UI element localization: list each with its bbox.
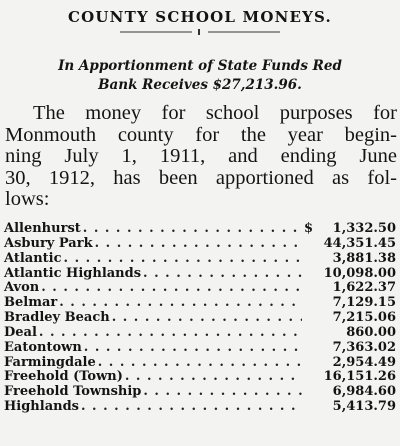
town-name: Deal — [4, 324, 37, 340]
town-name: Belmar — [4, 295, 58, 311]
subheadline — [0, 57, 400, 95]
decorative-rule — [120, 29, 280, 35]
paragraph-line: 30, 1912, has been apportioned as fol- — [5, 166, 397, 189]
list-item — [4, 267, 396, 282]
amount: 7,215.06 — [332, 310, 396, 326]
list-item — [4, 222, 396, 237]
town-name: Freehold (Town) — [4, 369, 123, 385]
dot-leader — [143, 267, 302, 282]
list-item — [4, 252, 396, 267]
amount: 1,332.50 — [332, 221, 396, 236]
town-name: Allenhurst — [4, 221, 81, 236]
amount: 7,363.02 — [332, 339, 396, 355]
dot-leader — [125, 370, 302, 385]
list-item — [4, 400, 396, 415]
town-name: Avon — [4, 280, 40, 296]
intro-paragraph — [5, 103, 397, 211]
paragraph-line: lows: — [5, 188, 50, 210]
subheadline-line-1: In Apportionment of State Funds Red — [58, 58, 342, 74]
dot-leader — [39, 326, 302, 341]
dot-leader — [64, 252, 302, 267]
amount: 5,413.79 — [332, 399, 396, 415]
town-name: Atlantic — [4, 250, 62, 266]
town-name: Atlantic Highlands — [4, 265, 142, 281]
subheadline-line-2: Bank Receives $27,213.96. — [98, 77, 302, 93]
list-item — [4, 326, 396, 341]
town-name: Asbury Park — [4, 235, 93, 251]
dot-leader — [83, 222, 302, 237]
list-item — [4, 341, 396, 356]
town-name: Freehold Township — [4, 384, 142, 400]
list-item — [4, 356, 396, 371]
headline: COUNTY SCHOOL MONEYS. — [68, 8, 332, 26]
currency-sign: $ — [304, 221, 314, 236]
apportionment-list — [4, 222, 396, 415]
amount: 10,098.00 — [323, 265, 396, 281]
amount: 7,129.15 — [332, 295, 396, 311]
town-name: Highlands — [4, 399, 79, 415]
paragraph-line: The money for school purposes for — [33, 102, 397, 124]
town-name: Bradley Beach — [4, 310, 110, 326]
paragraph-line: ning July 1, 1911, and ending June — [5, 145, 397, 167]
amount: 6,984.60 — [332, 384, 396, 400]
town-name: Farmingdale — [4, 354, 96, 370]
amount: 860.00 — [346, 324, 396, 340]
list-item — [4, 296, 396, 311]
dot-leader — [84, 341, 302, 356]
dot-leader — [143, 385, 302, 400]
dot-leader — [98, 356, 302, 371]
amount: 2,954.49 — [332, 354, 396, 370]
list-item — [4, 237, 396, 252]
amount: 3,881.38 — [332, 250, 396, 266]
amount: 44,351.45 — [323, 235, 396, 251]
list-item — [4, 385, 396, 400]
dot-leader — [95, 237, 302, 252]
dot-leader — [59, 296, 302, 311]
dot-leader — [112, 311, 302, 326]
dot-leader — [81, 400, 302, 415]
list-item — [4, 370, 396, 385]
town-name: Eatontown — [4, 339, 82, 355]
amount: 16,151.26 — [323, 369, 396, 385]
list-item — [4, 281, 396, 296]
list-item — [4, 311, 396, 326]
amount: 1,622.37 — [332, 280, 396, 296]
paragraph-line: Monmouth county for the year begin- — [5, 123, 397, 146]
dot-leader — [41, 281, 302, 296]
